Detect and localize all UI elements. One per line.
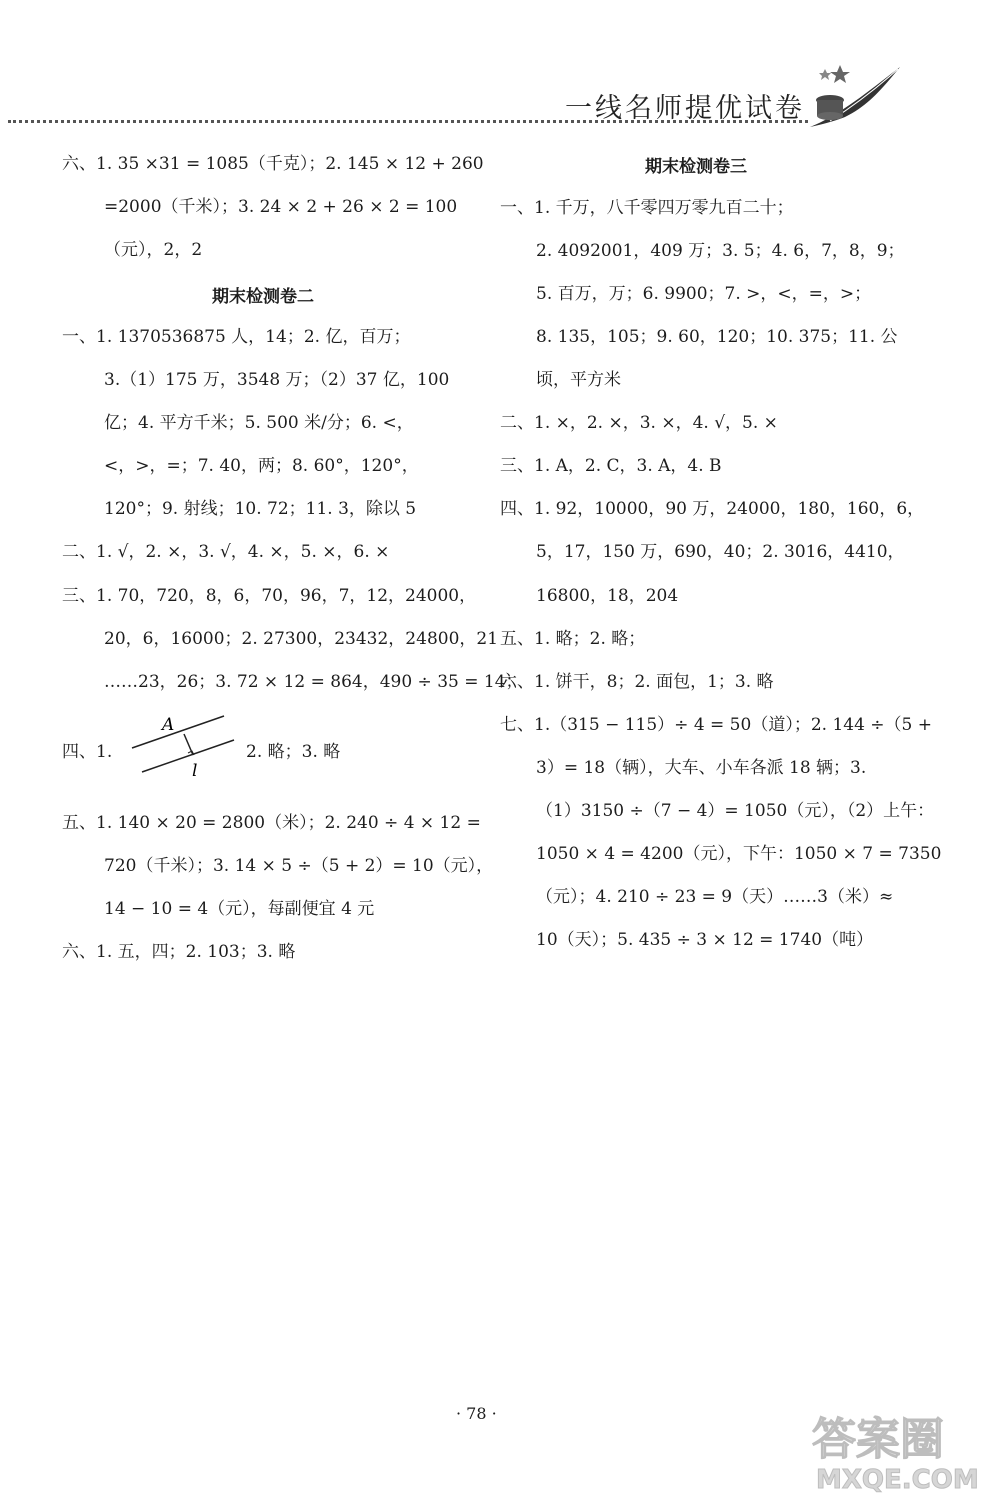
answer-line: 二、1. ×，2. ×，3. ×，4. √，5. × <box>500 413 778 433</box>
answer-line: 五、1. 140 × 20 = 2800（米）；2. 240 ÷ 4 × 12 = <box>62 813 481 833</box>
answer-line: 720（千米）；3. 14 × 5 ÷（5 + 2）= 10（元）， <box>104 856 494 876</box>
answer-line: 120°；9. 射线；10. 72；11. 3，除以 5 <box>104 499 417 519</box>
point-label-a: A <box>162 715 175 735</box>
header-title: 一线名师提优试卷 <box>565 93 805 124</box>
answer-line: （元）；4. 210 ÷ 23 = 9（天）……3（米）≈ <box>536 887 894 907</box>
answer-line: 顷，平方米 <box>536 370 621 390</box>
answer-line: 5. 百万，万；6. 9900；7. >，<，=，>； <box>536 284 872 304</box>
watermark-text-top: 答案圈 <box>812 1414 944 1465</box>
answer-line: 1050 × 4 = 4200（元），下午：1050 × 7 = 7350 <box>536 844 942 864</box>
parallel-lines-diagram <box>128 710 238 780</box>
answer-line: 六、1. 35 ×31 = 1085（千克）；2. 145 × 12 + 260 <box>62 154 484 174</box>
quill-inkpot-icon <box>800 55 910 135</box>
answer-line: 三、1. 70，720，8，6，70，96，7，12，24000， <box>62 586 477 606</box>
answer-line: 七、1.（315 − 115）÷ 4 = 50（道）；2. 144 ÷（5 + <box>500 715 932 735</box>
answer-line: 3.（1）175 万，3548 万；（2）37 亿，100 <box>104 370 450 390</box>
answer-line: 三、1. A，2. C，3. A，4. B <box>500 456 722 476</box>
answer-line: 16800，18，204 <box>536 586 679 606</box>
header-dotted-divider <box>8 120 808 123</box>
line-label-l: l <box>192 761 198 780</box>
watermark-text-bottom: MXQE.COM <box>816 1465 979 1494</box>
watermark-logo <box>808 1408 996 1494</box>
answer-line: 2. 4092001，409 万；3. 5；4. 6，7，8，9； <box>536 241 905 261</box>
answer-line: 2. 略；3. 略 <box>246 742 341 762</box>
page-number: · 78 · <box>456 1404 497 1423</box>
answer-line: 8. 135，105；9. 60，120；10. 375；11. 公 <box>536 327 898 347</box>
answer-line: 10（天）；5. 435 ÷ 3 × 12 = 1740（吨） <box>536 930 874 950</box>
answer-line: 五、1. 略；2. 略； <box>500 629 646 649</box>
answer-line: <，>，=；7. 40，两；8. 60°，120°， <box>104 456 419 476</box>
answer-line: 二、1. √，2. ×，3. √，4. ×，5. ×，6. × <box>62 542 390 562</box>
answer-line: 四、1. <box>62 742 113 762</box>
answer-line: ……23，26；3. 72 × 12 = 864，490 ÷ 35 = 14； <box>104 672 523 692</box>
answer-line: 六、1. 饼干，8；2. 面包，1；3. 略 <box>500 672 774 692</box>
answer-line: =2000（千米）；3. 24 × 2 + 26 × 2 = 100 <box>104 197 458 217</box>
answer-line: 14 − 10 = 4（元），每副便宜 4 元 <box>104 899 375 919</box>
answer-line: 20，6，16000；2. 27300，23432，24800，21 <box>104 629 499 649</box>
section-heading-exam-2: 期末检测卷二 <box>212 287 314 307</box>
answer-line: 四、1. 92，10000，90 万，24000，180，160，6， <box>500 499 925 519</box>
answer-line: 一、1. 千万，八千零四万零九百二十； <box>500 198 794 218</box>
answer-line: 5，17，150 万，690，40；2. 3016，4410， <box>536 542 905 562</box>
answer-line: 3）= 18（辆），大车、小车各派 18 辆；3. <box>536 758 867 778</box>
answer-line: 六、1. 五，四；2. 103；3. 略 <box>62 942 296 962</box>
answer-line: 一、1. 1370536875 人，14；2. 亿，百万； <box>62 327 411 347</box>
section-heading-exam-3: 期末检测卷三 <box>645 157 747 177</box>
answer-line: （1）3150 ÷（7 − 4）= 1050（元），（2）上午： <box>536 801 935 821</box>
answer-line: 亿；4. 平方千米；5. 500 米/分；6. <， <box>104 413 414 433</box>
answer-line: （元），2，2 <box>104 240 203 260</box>
